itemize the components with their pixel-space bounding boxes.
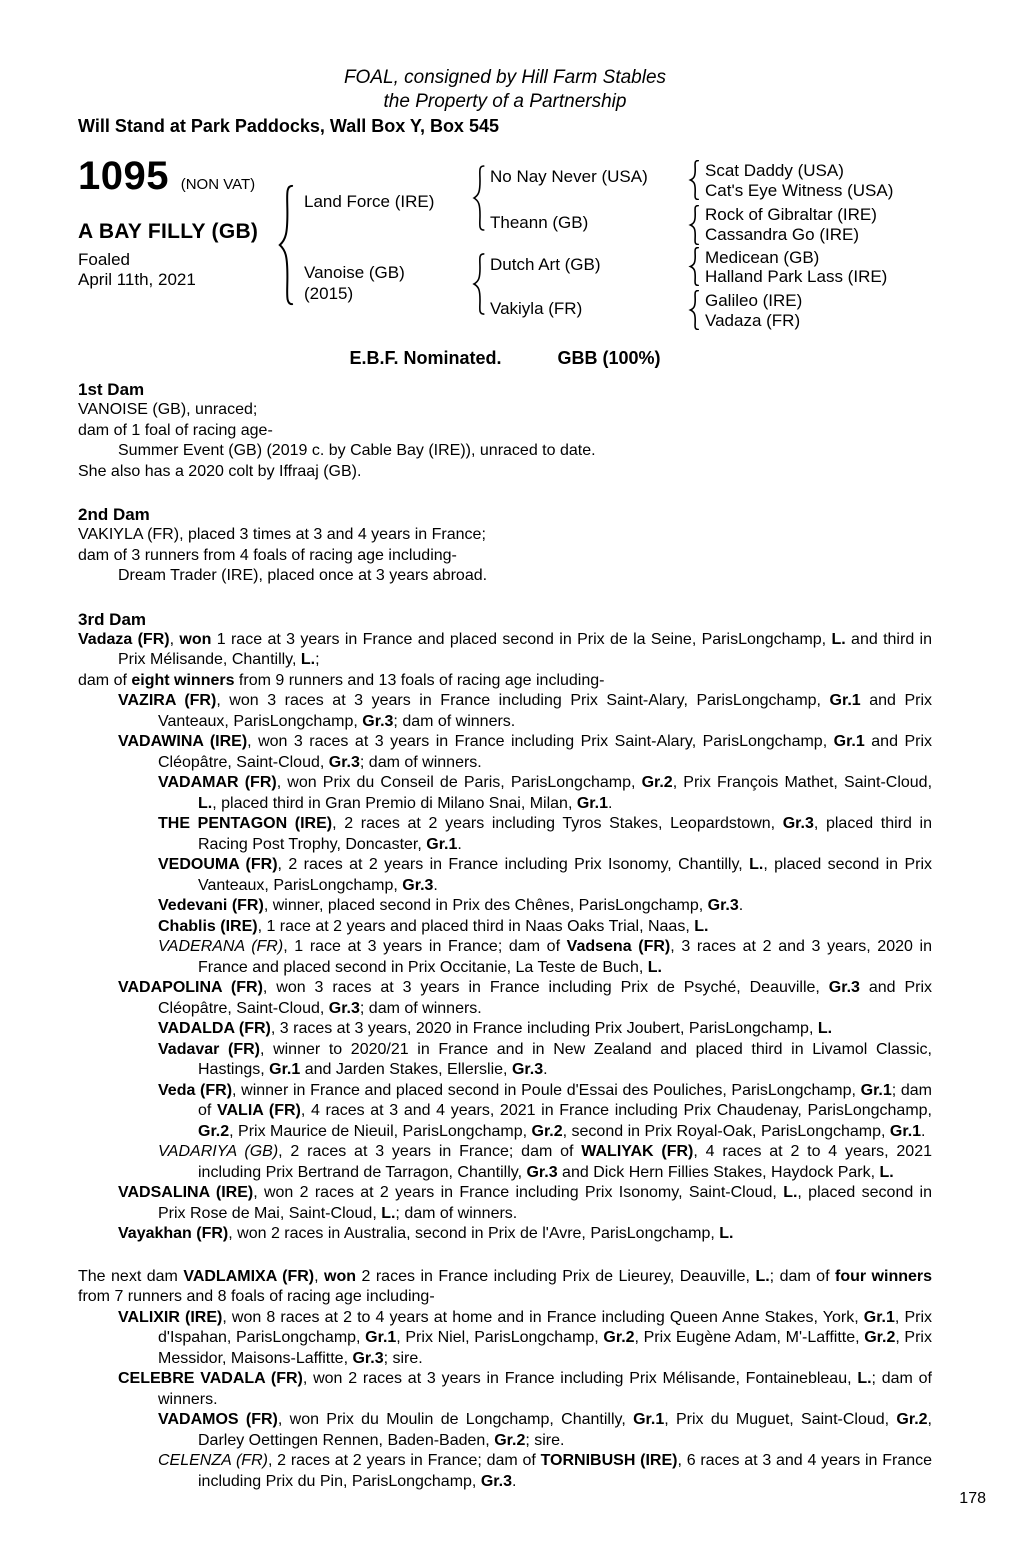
pedigree-paragraph [118, 1369, 932, 1410]
text-segment: ; [315, 651, 320, 668]
text-segment: Veda (FR) [158, 1081, 233, 1099]
pedigree-brace [688, 205, 700, 245]
dam-section [78, 379, 932, 482]
text-segment: , Prix Messidor, Maisons-Laffitte, [158, 1329, 932, 1367]
text-segment: L. [300, 651, 316, 668]
pedigree-dam-name: Vanoise (GB) [304, 263, 405, 282]
pedigree-grandparent: Vakiyla (FR) [490, 299, 583, 318]
text-segment: Gr.3 [526, 1163, 558, 1181]
text-segment: ; dam of winners. [158, 1370, 932, 1408]
pedigree-paragraph [118, 1308, 932, 1370]
text-segment: Gr.3 [328, 753, 360, 771]
pedigree-paragraph [158, 814, 932, 855]
text-segment: , winner in France and placed second in Poule d'Essai des Pouliches, ParisLongchamp, [232, 1081, 861, 1099]
text-segment: ; sire. [383, 1349, 423, 1367]
text-segment: Gr.3 [511, 1061, 544, 1078]
text-segment: VADSALINA (IRE) [118, 1184, 254, 1201]
text-segment: , won Prix du Conseil de Paris, ParisLongchamp, [276, 774, 642, 791]
text-segment: L. [749, 856, 764, 873]
text-segment: , placed second in Prix Vanteaux, ParisLongchamp, [198, 856, 932, 894]
text-segment: , placed second in Prix Rose de Mai, Saint-Cloud, [158, 1184, 933, 1222]
text-segment: from 7 runners and 8 foals of racing age including- [78, 1288, 435, 1305]
dam-sections [78, 379, 932, 1492]
text-segment: , 4 races at 2 to 4 years, 2021 including Prix Bertrand de Tarragon, Chantilly, [198, 1143, 932, 1181]
pedigree-paragraph [78, 1267, 932, 1308]
pedigree-sire: Land Force (IRE) [304, 192, 435, 211]
text-segment: Gr.2 [531, 1122, 563, 1140]
section-heading: 2nd Dam [78, 505, 150, 524]
pedigree-paragraph [158, 1019, 932, 1040]
text-segment: Gr.3 [362, 712, 394, 730]
text-segment: , 1 race at 3 years in France; dam of [283, 938, 567, 955]
text-segment: , Prix Niel, ParisLongchamp, [396, 1329, 604, 1346]
text-segment: L. [783, 1184, 798, 1201]
text-segment: ; dam of [198, 1081, 933, 1119]
text-segment: L. [647, 958, 662, 976]
pedigree-great-grandparent: Halland Park Lass (IRE) [705, 267, 888, 286]
pedigree-paragraph [158, 937, 932, 978]
text-segment: L. [719, 1225, 734, 1242]
text-segment: , Prix Eugène Adam, M'-Laffitte, [634, 1329, 865, 1346]
foaled-label: Foaled [78, 250, 130, 269]
text-segment: L. [857, 1370, 872, 1387]
text-segment: VAKIYLA (FR), placed 3 times at 3 and 4 years in France; [78, 526, 486, 543]
text-segment: , 3 races at 3 years, 2020 in France including Prix Joubert, ParisLongchamp, [270, 1020, 818, 1037]
pedigree-paragraph [158, 917, 932, 938]
text-segment: , [314, 1267, 325, 1285]
text-segment: , won 3 races at 3 years in France including Prix Saint-Alary, ParisLongchamp, [216, 692, 830, 709]
section-body [78, 630, 932, 1245]
pedigree-paragraph [158, 1040, 932, 1081]
text-segment: Gr.1 [426, 835, 458, 853]
text-segment: , Darley Oettingen Rennen, Baden-Baden, [198, 1411, 932, 1449]
pedigree-paragraph [78, 462, 932, 483]
text-segment: VANOISE (GB), unraced; [78, 401, 258, 418]
text-segment: , 4 races at 3 and 4 years, 2021 in France including Prix Chaudenay, ParisLongchamp, [300, 1102, 932, 1119]
text-segment: , won 8 races at 2 to 4 years at home and in France including Queen Anne Stakes, York, [222, 1308, 864, 1326]
text-segment: and Jarden Stakes, Ellerslie, [300, 1061, 512, 1078]
text-segment: L. [694, 917, 709, 935]
pedigree-paragraph [78, 525, 932, 546]
text-segment: Vadaza (FR) [78, 630, 170, 648]
text-segment: . [457, 835, 462, 853]
text-segment: , second in Prix Royal-Oak, ParisLongchamp, [562, 1122, 890, 1140]
pedigree-great-grandparent: Rock of Gibraltar (IRE) [705, 205, 877, 224]
text-segment: dam of 1 foal of racing age- [78, 421, 273, 439]
text-segment: Vadsena (FR) [566, 938, 671, 955]
text-segment: , won 2 races in Australia, second in Prix de l'Avre, ParisLongchamp, [228, 1225, 720, 1242]
pedigree-paragraph [118, 691, 932, 732]
text-segment: Gr.3 [828, 979, 860, 996]
text-segment: Gr.1 [633, 1411, 665, 1428]
text-segment: , Prix François Mathet, Saint-Cloud, [672, 774, 933, 791]
section-body [78, 400, 932, 482]
text-segment: , won 2 races at 3 years in France including Prix Mélisande, Fontainebleau, [302, 1370, 858, 1387]
text-segment: TORNIBUSH (IRE) [540, 1452, 678, 1469]
text-segment: VADERANA (FR) [158, 938, 284, 955]
foaled-date: April 11th, 2021 [78, 270, 196, 289]
pedigree-great-grandparent: Scat Daddy (USA) [705, 161, 844, 180]
pedigree-brace [688, 290, 700, 330]
text-segment: eight winners [131, 671, 235, 689]
text-segment: . [433, 876, 438, 894]
pedigree-paragraph [78, 546, 932, 567]
dam-section [78, 1267, 932, 1493]
text-segment: 2 races in France including Prix de Lieurey, Deauville, [356, 1267, 756, 1285]
pedigree-table [78, 154, 932, 338]
pedigree-paragraph [118, 566, 932, 587]
text-segment: ; dam of winners. [359, 999, 482, 1017]
pedigree-great-grandparent: Cassandra Go (IRE) [705, 225, 859, 244]
pedigree-paragraph [158, 773, 932, 814]
text-segment: ; sire. [525, 1431, 565, 1449]
vat-status: (NON VAT) [180, 176, 256, 193]
text-segment: , 2 races at 2 years in France including Prix Isonomy, Chantilly, [277, 856, 750, 873]
text-segment: Gr.1 [269, 1061, 301, 1078]
text-segment: VALIXIR (IRE) [118, 1308, 223, 1326]
text-segment: , placed third in Racing Post Trophy, Doncaster, [198, 815, 932, 853]
pedigree-paragraph [78, 671, 932, 692]
pedigree-paragraph [78, 421, 932, 442]
text-segment: L. [831, 630, 846, 648]
section-body [78, 1267, 932, 1493]
text-segment: , placed third in Gran Premio di Milano Snai, Milan, [212, 794, 577, 812]
pedigree-brace [471, 253, 486, 315]
horse-name: A BAY FILLY (GB) [78, 220, 259, 243]
text-segment: WALIYAK (FR) [581, 1143, 694, 1160]
text-segment: ; dam of winners. [395, 1204, 518, 1222]
text-segment: dam of [78, 671, 132, 689]
section-body [78, 525, 932, 587]
text-segment: VADALDA (FR) [158, 1020, 271, 1037]
section-heading: 3rd Dam [78, 609, 147, 629]
text-segment: ; dam of winners. [359, 753, 482, 771]
text-segment: won [179, 630, 212, 648]
text-segment: Gr.2 [641, 774, 673, 791]
text-segment: VADAWINA (IRE) [118, 733, 248, 750]
text-segment: Gr.3 [328, 999, 360, 1017]
text-segment: and Prix Cléopâtre, Saint-Cloud, [158, 733, 933, 771]
text-segment: , won 3 races at 3 years in France including Prix de Psyché, Deauville, [262, 979, 829, 996]
dam-section [78, 609, 932, 1245]
pedigree-great-grandparent: Galileo (IRE) [705, 291, 803, 310]
text-segment: and Prix Vanteaux, ParisLongchamp, [158, 692, 933, 730]
text-segment: L. [198, 794, 213, 812]
text-segment: VADAMAR (FR) [158, 774, 277, 791]
nomination-line [78, 348, 932, 369]
text-segment: VALIA (FR) [217, 1102, 301, 1119]
text-segment: , 2 races at 2 years in France; dam of [267, 1452, 541, 1469]
text-segment: Vedevani (FR) [158, 897, 264, 914]
text-segment: , won 2 races at 2 years in France including Prix Isonomy, Saint-Cloud, [253, 1184, 784, 1201]
text-segment: Gr.1 [833, 733, 865, 750]
text-segment: Gr.3 [782, 815, 814, 832]
page-number: 178 [959, 1490, 986, 1507]
gbb-status: GBB (100%) [557, 348, 661, 368]
text-segment: , winner to 2020/21 in France and in New Zealand and placed third in Livamol Classic, Hastings, [198, 1040, 932, 1078]
pedigree-paragraph [118, 1224, 932, 1245]
text-segment: , winner, placed second in Prix des Chênes, ParisLongchamp, [263, 897, 708, 914]
pedigree-paragraph [118, 1183, 932, 1224]
text-segment: Gr.1 [889, 1122, 922, 1140]
text-segment: Dream Trader (IRE), placed once at 3 years abroad. [118, 567, 488, 584]
text-segment: , won Prix du Moulin de Longchamp, Chantilly, [277, 1411, 634, 1428]
pedigree-paragraph [118, 978, 932, 1019]
lot-number: 1095 [78, 154, 169, 198]
text-segment: Gr.1 [365, 1329, 397, 1346]
section-heading: 1st Dam [78, 380, 145, 399]
text-segment: and Prix Cléopâtre, Saint-Cloud, [158, 979, 933, 1017]
text-segment: Gr.1 [863, 1308, 895, 1326]
pedigree-paragraph [158, 1081, 932, 1143]
text-segment: Gr.1 [576, 794, 608, 812]
pedigree-paragraph [158, 855, 932, 896]
text-segment: . [543, 1061, 548, 1078]
property-line: the Property of a Partnership [383, 91, 627, 112]
text-segment: L. [755, 1267, 770, 1285]
text-segment: Gr.1 [860, 1081, 892, 1099]
stand-location-line: Will Stand at Park Paddocks, Wall Box Y, Box 545 [78, 116, 499, 136]
pedigree-paragraph [158, 1451, 932, 1492]
pedigree-paragraph [78, 630, 932, 671]
consignor-line: FOAL, consigned by Hill Farm Stables [343, 67, 667, 88]
text-segment: , 2 races at 2 years including Tyros Stakes, Leopardstown, [332, 815, 783, 832]
pedigree-brace [688, 247, 700, 286]
text-segment: , 2 races at 3 years in France; dam of [278, 1143, 582, 1160]
lot-row [78, 156, 255, 196]
text-segment: , Prix Maurice de Nieuil, ParisLongchamp, [229, 1122, 532, 1140]
text-segment: VEDOUMA (FR) [158, 856, 278, 873]
pedigree-paragraph [158, 1142, 932, 1183]
text-segment: The next dam [78, 1267, 184, 1285]
text-segment: L. [817, 1020, 833, 1037]
pedigree-paragraph [158, 896, 932, 917]
text-segment: , [169, 630, 180, 648]
pedigree-grandparent: Dutch Art (GB) [490, 255, 601, 274]
text-segment: , 3 races at 2 and 3 years, 2020 in France and placed second in Prix Occitanie, La Teste de Buch, [198, 938, 932, 976]
text-segment: Gr.2 [603, 1329, 635, 1346]
text-segment: ; dam of winners. [393, 712, 516, 730]
text-segment: THE PENTAGON (IRE) [158, 815, 333, 832]
text-segment: Gr.3 [352, 1349, 384, 1367]
dam-section [78, 504, 932, 587]
text-segment: CELENZA (FR) [158, 1452, 268, 1469]
text-segment: VADARIYA (GB) [158, 1143, 279, 1160]
pedigree-paragraph [118, 441, 932, 462]
text-segment: CELEBRE VADALA (FR) [118, 1370, 303, 1387]
text-segment: Gr.3 [707, 897, 739, 914]
text-segment: Gr.2 [864, 1329, 896, 1346]
text-segment: Gr.3 [402, 876, 434, 894]
text-segment: Vadavar (FR) [158, 1040, 260, 1058]
text-segment: L. [879, 1163, 894, 1181]
pedigree-great-grandparent: Medicean (GB) [705, 248, 820, 267]
pedigree-great-grandparent: Cat's Eye Witness (USA) [705, 181, 894, 200]
text-segment: won [324, 1267, 357, 1285]
text-segment: Gr.2 [896, 1411, 928, 1428]
text-segment: , 1 race at 2 years and placed third in Naas Oaks Trial, Naas, [257, 917, 695, 935]
pedigree-brace [276, 184, 295, 306]
text-segment: 1 race at 3 years in France and placed second in Prix de la Seine, ParisLongchamp, [211, 630, 832, 648]
text-segment: Chablis (IRE) [158, 917, 258, 935]
text-segment: . [921, 1122, 926, 1140]
text-segment: . [607, 794, 613, 812]
text-segment: , won 3 races at 3 years in France including Prix Saint-Alary, ParisLongchamp, [247, 733, 834, 750]
pedigree-dam [304, 262, 405, 304]
pedigree-dam-year: (2015) [304, 284, 354, 303]
text-segment: VADAMOS (FR) [158, 1411, 278, 1428]
text-segment: L. [381, 1204, 396, 1222]
text-segment: and Dick Hern Fillies Stakes, Haydock Park, [557, 1163, 880, 1181]
text-segment: dam of 3 runners from 4 foals of racing age including- [78, 546, 457, 564]
text-segment: VADLAMIXA (FR) [183, 1267, 315, 1285]
text-segment: , Prix du Muguet, Saint-Cloud, [664, 1411, 897, 1428]
pedigree-grandparent: Theann (GB) [490, 213, 589, 232]
pedigree-paragraph [158, 1410, 932, 1451]
text-segment: . [738, 897, 744, 914]
text-segment: ; dam of [769, 1267, 835, 1285]
text-segment: Gr.2 [494, 1431, 526, 1449]
pedigree-grandparent: No Nay Never (USA) [490, 167, 648, 186]
pedigree-paragraph [78, 400, 932, 421]
text-segment: VAZIRA (FR) [118, 692, 217, 709]
text-segment: VADAPOLINA (FR) [118, 979, 263, 996]
ebf-nominated: E.B.F. Nominated. [349, 348, 502, 368]
text-segment: . [511, 1472, 517, 1490]
text-segment: Gr.3 [480, 1472, 512, 1490]
text-segment: Vayakhan (FR) [118, 1225, 229, 1242]
text-segment: Summer Event (GB) (2019 c. by Cable Bay (IRE)), unraced to date. [118, 442, 596, 459]
text-segment: Gr.1 [829, 692, 861, 709]
text-segment: and third in Prix Mélisande, Chantilly, [118, 630, 933, 668]
text-segment: She also has a 2020 colt by Iffraaj (GB). [78, 462, 362, 480]
text-segment: , Prix d'Ispahan, ParisLongchamp, [158, 1308, 933, 1346]
pedigree-brace [471, 165, 486, 231]
text-segment: from 9 runners and 13 foals of racing age including- [234, 671, 605, 689]
text-segment: Gr.2 [198, 1122, 230, 1140]
pedigree-brace [688, 160, 700, 200]
text-segment: four winners [834, 1267, 933, 1285]
pedigree-great-grandparent: Vadaza (FR) [705, 311, 801, 330]
text-segment: , 6 races at 3 and 4 years in France including Prix du Pin, ParisLongchamp, [198, 1452, 933, 1490]
pedigree-paragraph [118, 732, 932, 773]
